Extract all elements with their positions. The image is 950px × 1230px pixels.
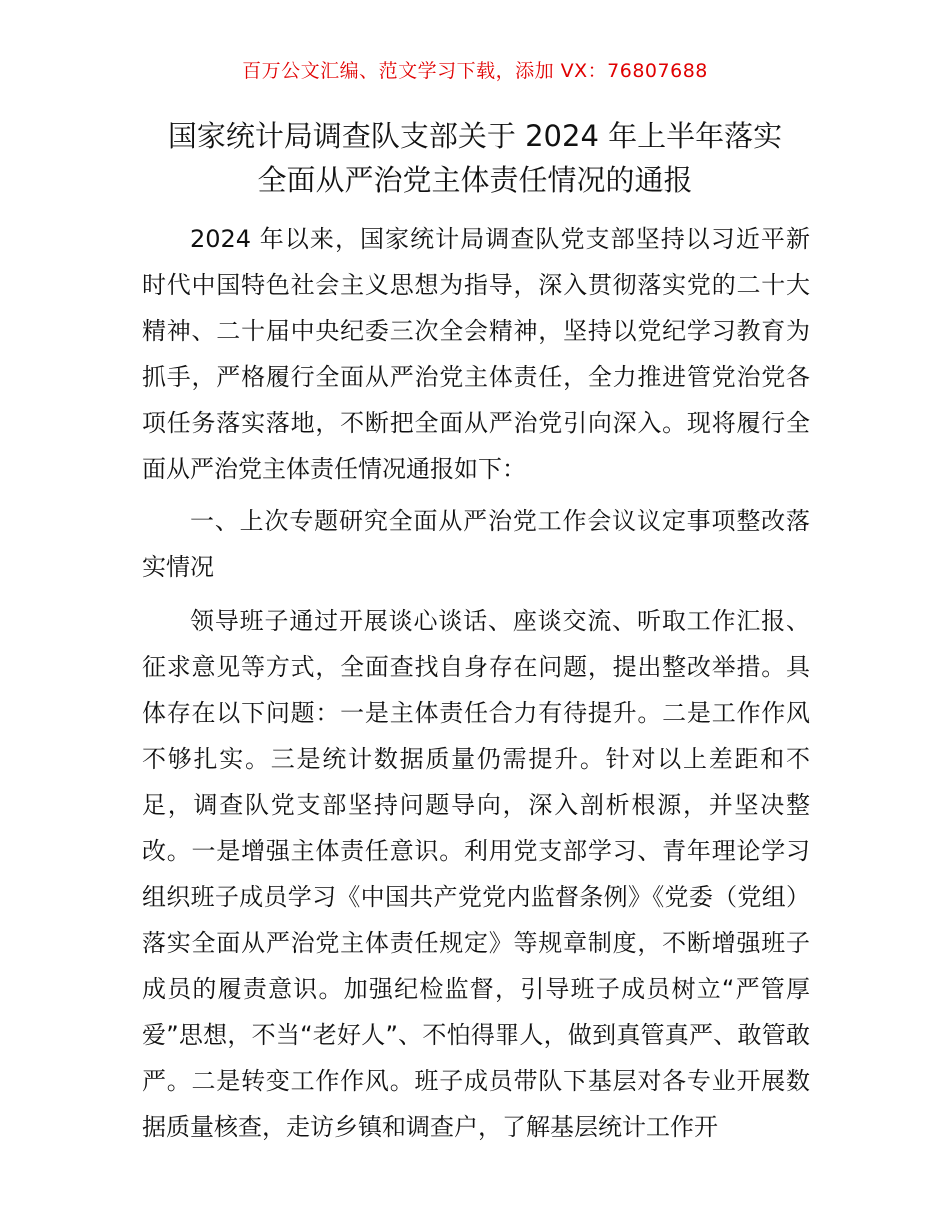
header-banner: 百万公文汇编、范文学习下载，添加 VX：76807688 <box>242 60 708 82</box>
section-1-paragraph: 领导班子通过开展谈心谈话、座谈交流、听取工作汇报、征求意见等方式，全面查找自身存在问题，提出整改举措。具体存在以下问题：一是主体责任合力有待提升。二是工作作风不够扎实。三是统计数据质量仍需提升。针对以上差距和不足，调查队党支部坚持问题导向，深入剖析根源，并坚决整改。一是增强主体责任意识。利用党支部学习、青年理论学习组织班子成员学习《中国共产党党内监督条例》《党委（党组）落实全面从严治党主体责任规定》等规章制度，不断增强班子成员的履责意识。加强纪检监督，引导班子成员树立“严管厚爱”思想，不当“老好人”、不怕得罪人，做到真管真严、敢管敢严。二是转变工作作风。班子成员带队下基层对各专业开展数据质量核查，走访乡镇和调查户，了解基层统计工作开 <box>142 607 810 1141</box>
title-line-2: 全面从严治党主体责任情况的通报 <box>257 163 693 197</box>
document-title <box>130 114 820 202</box>
intro-paragraph: 2024 年以来，国家统计局调查队党支部坚持以习近平新时代中国特色社会主义思想为指导，深入贯彻落实党的二十大精神、二十届中央纪委三次全会精神，坚持以党纪学习教育为抓手，严格履行全面从严治党主体责任，全力推进管党治党各项任务落实落地，不断把全面从严治党引向深入。现将履行全面从严治党主体责任情况通报如下： <box>142 225 810 483</box>
title-line-1: 国家统计局调查队支部关于 2024 年上半年落实 <box>167 119 783 153</box>
section-heading-1: 一、上次专题研究全面从严治党工作会议议定事项整改落实情况 <box>142 507 810 581</box>
document-body <box>142 216 810 1156</box>
